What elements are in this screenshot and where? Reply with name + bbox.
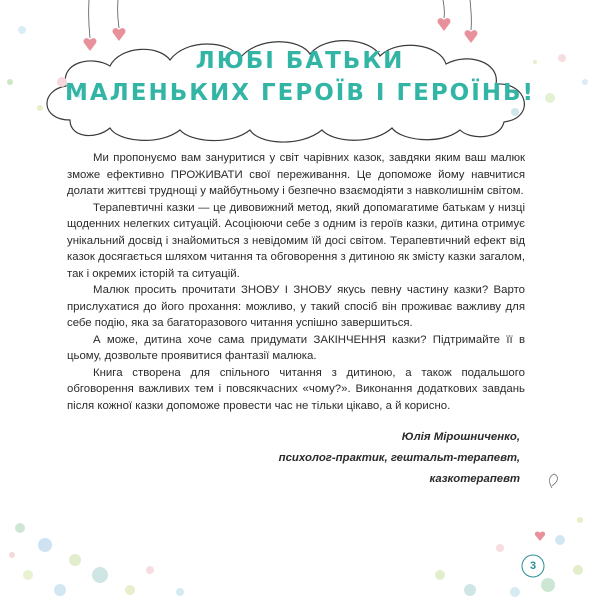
paragraph: Ми пропонуємо вам зануритися у світ чарівних казок, завдяки яким ваш малюк зможе ефективно ПРОЖИВАТИ свої переживання. Це допоможе йому навчитися долати життєві труднощі у майбутньому і безпечно взаємодіяти з навколишнім світом. bbox=[67, 152, 525, 197]
page-number: 3 bbox=[529, 560, 537, 572]
signature-role: казкотерапевт bbox=[429, 473, 520, 485]
paragraph: Малюк просить прочитати ЗНОВУ І ЗНОВУ якусь певну частину казки? Варто прислухатися до його прохання: можливо, у такий спосіб він проживає важливу для себе подію, яка за багаторазового читання успішно завершиться. bbox=[67, 284, 525, 329]
curl-decoration bbox=[549, 474, 557, 488]
heart-icon bbox=[535, 532, 545, 541]
body-text bbox=[67, 150, 525, 414]
signature-name: Юлія Мірошниченко, bbox=[401, 431, 520, 443]
paragraph: А може, дитина хоче сама придумати ЗАКІНЧЕННЯ казки? Підтримайте її в цьому, дозвольте проявитися фантазії малюка. bbox=[67, 333, 525, 362]
page-title-line-1: ЛЮБІ БАТЬКИ bbox=[195, 48, 405, 74]
paragraph: Терапевтичні казки — це дивовижний метод, який допомагатиме батькам у низці щоденних нелегких ситуацій. Асоціюючи себе з одним із героїв казки, дитина отримує унікальний досвід і знайомиться з невідомим їй досі світом. Терапевтичний ефект від казок досягається шляхом читання та обговорення з дитиною як змісту казки загалом, так і окремих історій та ситуацій. bbox=[67, 201, 525, 280]
paragraph: Книга створена для спільного читання з дитиною, а також подальшого обговорення важливих тем і повсякчасних «чому?». Виконання додаткових завдань після кожної казки допоможе провести час не тільки цікаво, а й корисно. bbox=[67, 366, 525, 412]
page-title-line-2: МАЛЕНЬКИХ ГЕРОЇВ І ГЕРОЇНЬ! bbox=[64, 80, 536, 106]
hanging-hearts bbox=[89, 0, 472, 38]
signature-role: психолог-практик, гештальт-терапевт, bbox=[278, 452, 520, 464]
signature bbox=[279, 427, 520, 490]
